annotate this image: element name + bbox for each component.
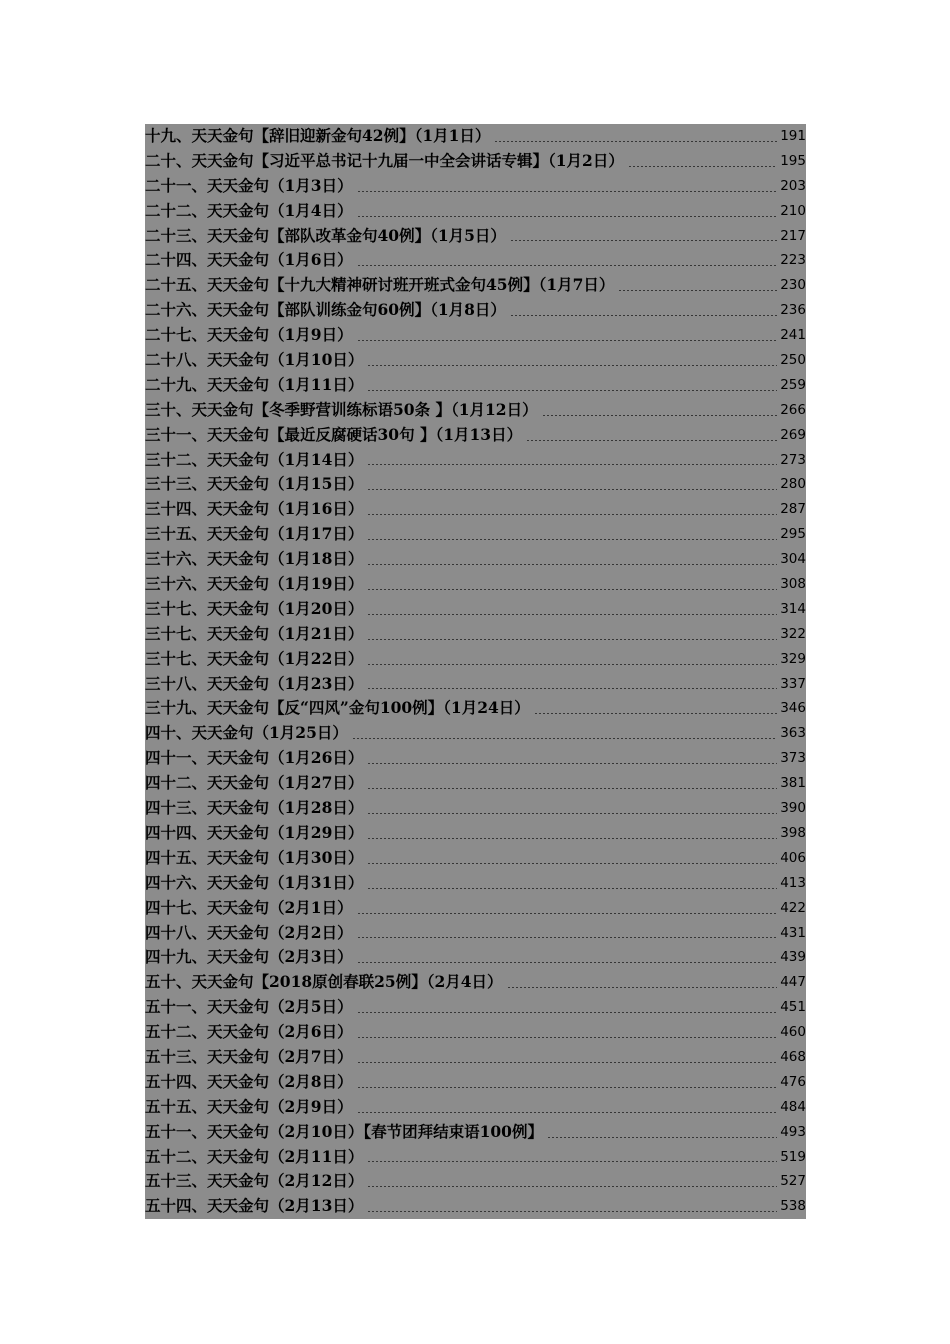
- toc-entry-title: 二十七、天天金句（1月9日）: [145, 323, 355, 348]
- toc-entry[interactable]: [145, 1070, 806, 1095]
- toc-entry[interactable]: [145, 896, 806, 921]
- toc-entry-title: 四十四、天天金句（1月29日）: [145, 821, 365, 846]
- toc-entry-title: 四十六、天天金句（1月31日）: [145, 871, 365, 896]
- toc-entry-title: 三十七、天天金句（1月20日）: [145, 597, 365, 622]
- dot-leader: [365, 821, 779, 846]
- dot-leader: [365, 547, 779, 572]
- toc-entry-page-number: 413: [779, 871, 806, 896]
- toc-entry[interactable]: [145, 647, 806, 672]
- toc-entry[interactable]: [145, 224, 806, 249]
- toc-entry-page-number: 493: [779, 1120, 806, 1145]
- toc-entry-title: 五十二、天天金句（2月11日）: [145, 1145, 365, 1170]
- toc-entry-page-number: 422: [779, 896, 806, 921]
- toc-entry[interactable]: [145, 1145, 806, 1170]
- toc-entry[interactable]: [145, 149, 806, 174]
- toc-entry-page-number: 476: [779, 1070, 806, 1095]
- toc-entry-page-number: 217: [779, 224, 806, 249]
- toc-entry-title: 十九、天天金句【辞旧迎新金句42例】（1月1日）: [145, 124, 492, 149]
- toc-entry-title: 四十、天天金句（1月25日）: [145, 721, 350, 746]
- toc-entry-title: 二十一、天天金句（1月3日）: [145, 174, 355, 199]
- toc-entry-title: 五十二、天天金句（2月6日）: [145, 1020, 355, 1045]
- toc-entry-page-number: 431: [779, 921, 806, 946]
- toc-entry[interactable]: [145, 199, 806, 224]
- toc-entry[interactable]: [145, 696, 806, 721]
- dot-leader: [532, 696, 779, 721]
- dot-leader: [355, 1070, 780, 1095]
- toc-entry-page-number: 269: [779, 423, 806, 448]
- toc-entry[interactable]: [145, 622, 806, 647]
- toc-entry-page-number: 381: [779, 771, 806, 796]
- toc-entry-title: 四十五、天天金句（1月30日）: [145, 846, 365, 871]
- toc-entry-title: 三十二、天天金句（1月14日）: [145, 448, 365, 473]
- toc-entry-title: 三十三、天天金句（1月15日）: [145, 472, 365, 497]
- toc-entry-page-number: 304: [779, 547, 806, 572]
- toc-entry-page-number: 390: [779, 796, 806, 821]
- toc-entry-page-number: 439: [779, 945, 806, 970]
- dot-leader: [508, 298, 779, 323]
- toc-entry-page-number: 241: [779, 323, 806, 348]
- dot-leader: [365, 622, 779, 647]
- dot-leader: [355, 174, 780, 199]
- dot-leader: [508, 224, 779, 249]
- dot-leader: [355, 995, 780, 1020]
- dot-leader: [365, 746, 779, 771]
- dot-leader: [365, 373, 779, 398]
- toc-entry-title: 二十二、天天金句（1月4日）: [145, 199, 355, 224]
- toc-entry[interactable]: [145, 572, 806, 597]
- toc-entry[interactable]: [145, 746, 806, 771]
- dot-leader: [355, 248, 780, 273]
- dot-leader: [355, 921, 780, 946]
- toc-entry-page-number: 266: [779, 398, 806, 423]
- dot-leader: [365, 1194, 779, 1219]
- toc-entry-title: 五十三、天天金句（2月12日）: [145, 1169, 365, 1194]
- toc-entry-page-number: 468: [779, 1045, 806, 1070]
- dot-leader: [365, 846, 779, 871]
- toc-entry[interactable]: [145, 921, 806, 946]
- toc-entry-title: 三十七、天天金句（1月22日）: [145, 647, 365, 672]
- dot-leader: [355, 945, 780, 970]
- toc-entry[interactable]: [145, 1045, 806, 1070]
- toc-entry-title: 二十八、天天金句（1月10日）: [145, 348, 365, 373]
- toc-entry-page-number: 295: [779, 522, 806, 547]
- toc-entry-page-number: 273: [779, 448, 806, 473]
- toc-entry-page-number: 203: [779, 174, 806, 199]
- toc-entry-page-number: 484: [779, 1095, 806, 1120]
- toc-entry-page-number: 346: [779, 696, 806, 721]
- table-of-contents: [145, 124, 806, 1219]
- toc-entry[interactable]: [145, 273, 806, 298]
- toc-entry[interactable]: [145, 248, 806, 273]
- toc-entry-title: 四十三、天天金句（1月28日）: [145, 796, 365, 821]
- toc-entry[interactable]: [145, 597, 806, 622]
- toc-entry-title: 二十、天天金句【习近平总书记十九届一中全会讲话专辑】（1月2日）: [145, 149, 626, 174]
- toc-entry-page-number: 250: [779, 348, 806, 373]
- dot-leader: [365, 796, 779, 821]
- toc-entry[interactable]: [145, 1095, 806, 1120]
- toc-entry-title: 二十六、天天金句【部队训练金句60例】（1月8日）: [145, 298, 508, 323]
- dot-leader: [365, 647, 779, 672]
- dot-leader: [365, 1169, 779, 1194]
- toc-entry[interactable]: [145, 871, 806, 896]
- dot-leader: [545, 1120, 779, 1145]
- toc-entry[interactable]: [145, 721, 806, 746]
- toc-entry-page-number: 308: [779, 572, 806, 597]
- toc-entry-page-number: 406: [779, 846, 806, 871]
- toc-entry[interactable]: [145, 124, 806, 149]
- dot-leader: [355, 1045, 780, 1070]
- dot-leader: [350, 721, 779, 746]
- toc-entry-page-number: 259: [779, 373, 806, 398]
- dot-leader: [365, 597, 779, 622]
- toc-entry-title: 五十四、天天金句（2月13日）: [145, 1194, 365, 1219]
- toc-entry-title: 三十六、天天金句（1月18日）: [145, 547, 365, 572]
- toc-entry[interactable]: [145, 547, 806, 572]
- toc-entry-page-number: 447: [779, 970, 806, 995]
- toc-entry-page-number: 519: [779, 1145, 806, 1170]
- toc-entry-title: 三十五、天天金句（1月17日）: [145, 522, 365, 547]
- toc-entry-page-number: 451: [779, 995, 806, 1020]
- toc-entry-page-number: 195: [779, 149, 806, 174]
- toc-entry[interactable]: [145, 672, 806, 697]
- toc-entry-page-number: 322: [779, 622, 806, 647]
- toc-entry[interactable]: [145, 174, 806, 199]
- toc-entry-title: 四十二、天天金句（1月27日）: [145, 771, 365, 796]
- toc-entry-title: 二十三、天天金句【部队改革金句40例】（1月5日）: [145, 224, 508, 249]
- toc-entry[interactable]: [145, 970, 806, 995]
- dot-leader: [365, 497, 779, 522]
- toc-entry-page-number: 223: [779, 248, 806, 273]
- toc-entry[interactable]: [145, 373, 806, 398]
- toc-entry[interactable]: [145, 995, 806, 1020]
- dot-leader: [365, 771, 779, 796]
- dot-leader: [616, 273, 779, 298]
- toc-entry[interactable]: [145, 323, 806, 348]
- toc-entry-title: 三十一、天天金句【最近反腐硬话30句 】（1月13日）: [145, 423, 524, 448]
- toc-entry-title: 五十三、天天金句（2月7日）: [145, 1045, 355, 1070]
- toc-entry-title: 五十四、天天金句（2月8日）: [145, 1070, 355, 1095]
- dot-leader: [365, 1145, 779, 1170]
- toc-entry-page-number: 230: [779, 273, 806, 298]
- dot-leader: [524, 423, 779, 448]
- toc-entry[interactable]: [145, 448, 806, 473]
- toc-entry-title: 三十六、天天金句（1月19日）: [145, 572, 365, 597]
- toc-entry-title: 二十四、天天金句（1月6日）: [145, 248, 355, 273]
- toc-entry-page-number: 460: [779, 1020, 806, 1045]
- toc-entry-title: 三十、天天金句【冬季野营训练标语50条 】（1月12日）: [145, 398, 540, 423]
- toc-entry[interactable]: [145, 497, 806, 522]
- toc-entry[interactable]: [145, 821, 806, 846]
- toc-entry[interactable]: [145, 522, 806, 547]
- toc-entry-page-number: 373: [779, 746, 806, 771]
- toc-entry-title: 三十八、天天金句（1月23日）: [145, 672, 365, 697]
- dot-leader: [355, 199, 780, 224]
- toc-entry-title: 四十九、天天金句（2月3日）: [145, 945, 355, 970]
- dot-leader: [355, 323, 780, 348]
- dot-leader: [540, 398, 780, 423]
- toc-entry[interactable]: [145, 1020, 806, 1045]
- dot-leader: [355, 1020, 780, 1045]
- toc-entry-title: 三十九、天天金句【反“四风”金句100例】（1月24日）: [145, 696, 532, 721]
- toc-entry-title: 二十九、天天金句（1月11日）: [145, 373, 365, 398]
- toc-entry-title: 五十一、天天金句（2月10日）【春节团拜结束语100例】: [145, 1120, 545, 1145]
- dot-leader: [365, 672, 779, 697]
- toc-entry-title: 五十、天天金句【2018原创春联25例】（2月4日）: [145, 970, 505, 995]
- toc-entry-page-number: 280: [779, 472, 806, 497]
- dot-leader: [355, 896, 780, 921]
- dot-leader: [626, 149, 779, 174]
- toc-entry-title: 五十五、天天金句（2月9日）: [145, 1095, 355, 1120]
- toc-entry[interactable]: [145, 1120, 806, 1145]
- toc-entry-title: 四十八、天天金句（2月2日）: [145, 921, 355, 946]
- dot-leader: [355, 1095, 780, 1120]
- toc-entry[interactable]: [145, 298, 806, 323]
- toc-entry-title: 四十七、天天金句（2月1日）: [145, 896, 355, 921]
- toc-entry[interactable]: [145, 398, 806, 423]
- toc-entry[interactable]: [145, 846, 806, 871]
- dot-leader: [365, 472, 779, 497]
- toc-entry-page-number: 210: [779, 199, 806, 224]
- toc-entry-page-number: 236: [779, 298, 806, 323]
- toc-entry-title: 三十七、天天金句（1月21日）: [145, 622, 365, 647]
- toc-entry-page-number: 337: [779, 672, 806, 697]
- toc-entry-page-number: 287: [779, 497, 806, 522]
- toc-entry[interactable]: [145, 945, 806, 970]
- toc-entry-page-number: 398: [779, 821, 806, 846]
- toc-entry[interactable]: [145, 1194, 806, 1219]
- dot-leader: [505, 970, 780, 995]
- toc-entry-page-number: 538: [779, 1194, 806, 1219]
- toc-entry-page-number: 329: [779, 647, 806, 672]
- toc-entry-page-number: 527: [779, 1169, 806, 1194]
- toc-entry-title: 五十一、天天金句（2月5日）: [145, 995, 355, 1020]
- toc-entry[interactable]: [145, 771, 806, 796]
- toc-entry-title: 二十五、天天金句【十九大精神研讨班开班式金句45例】（1月7日）: [145, 273, 616, 298]
- dot-leader: [365, 572, 779, 597]
- dot-leader: [365, 871, 779, 896]
- toc-entry[interactable]: [145, 796, 806, 821]
- toc-entry-page-number: 191: [779, 124, 806, 149]
- toc-entry-page-number: 314: [779, 597, 806, 622]
- toc-entry[interactable]: [145, 472, 806, 497]
- toc-entry[interactable]: [145, 1169, 806, 1194]
- dot-leader: [365, 448, 779, 473]
- toc-entry[interactable]: [145, 348, 806, 373]
- toc-entry-title: 三十四、天天金句（1月16日）: [145, 497, 365, 522]
- dot-leader: [492, 124, 779, 149]
- dot-leader: [365, 522, 779, 547]
- dot-leader: [365, 348, 779, 373]
- toc-entry-title: 四十一、天天金句（1月26日）: [145, 746, 365, 771]
- toc-entry-page-number: 363: [779, 721, 806, 746]
- toc-entry[interactable]: [145, 423, 806, 448]
